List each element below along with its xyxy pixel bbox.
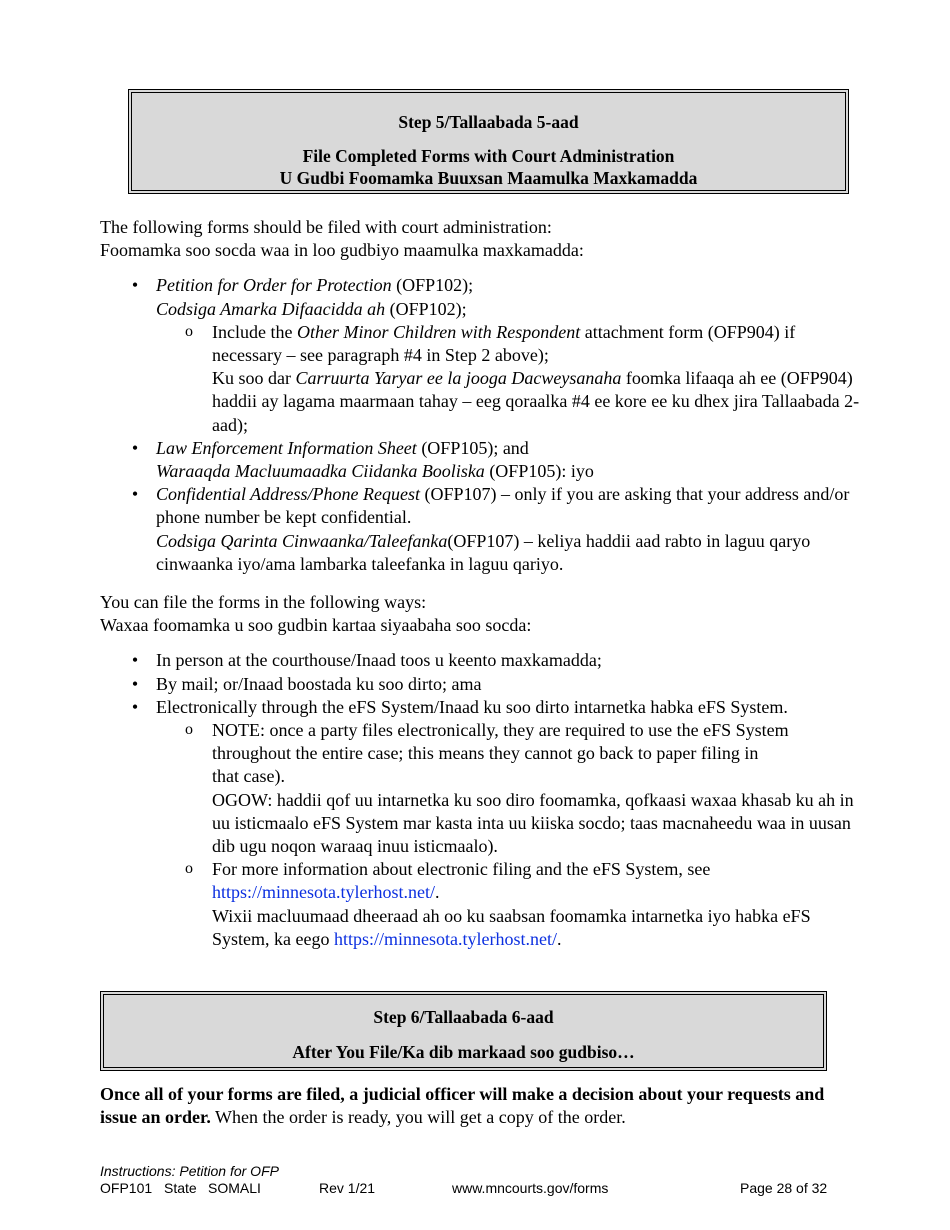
- filing-ways-list: [100, 649, 860, 951]
- step-6-header-box: [100, 991, 827, 1071]
- attachment-form-title-english: Other Minor Children with Respondent: [296, 321, 581, 342]
- hollow-bullet-icon: o: [185, 721, 193, 739]
- electronic-text: Electronically through the eFS System/Inaad ku soo dirto intarnetka habka eFS System.: [156, 696, 788, 717]
- note-english-line-1: NOTE: once a party files electronically, they are required to use the eFS System: [212, 720, 789, 741]
- tylerhost-link[interactable]: https://minnesota.tylerhost.net/: [212, 882, 435, 903]
- attachment-text-pre: Include the: [212, 321, 297, 342]
- attachment-text-pre-somali: Ku soo dar: [212, 368, 296, 389]
- note-english-line-2: throughout the entire case; this means they cannot go back to paper filing in: [212, 743, 759, 764]
- step-5-subtitle-somali: U Gudbi Foomamka Buuxsan Maamulka Maxkamadda: [279, 168, 698, 188]
- footer-website: www.mncourts.gov/forms: [452, 1180, 609, 1196]
- step-5-header-box: [128, 89, 849, 194]
- closing-bold-text: Once all of your forms are filed, a judicial officer will make a decision about your requests and issue an order.: [100, 1084, 825, 1128]
- step-6-title: Step 6/Tallaabada 6-aad: [373, 1007, 554, 1027]
- list-item-confidential: [100, 483, 860, 576]
- in-person-text: In person at the courthouse/Inaad toos u keento maxkamadda;: [156, 650, 602, 671]
- bullet-icon: •: [131, 484, 139, 505]
- footer-revision: Rev 1/21: [319, 1180, 376, 1196]
- list-item-petition: [100, 274, 860, 436]
- by-mail-text: By mail; or/Inaad boostada ku soo dirto; ama: [156, 673, 482, 694]
- ways-intro-somali: Waxaa foomamka u soo gudbin kartaa siyaabaha soo socda:: [100, 615, 532, 636]
- footer-language: SOMALI: [208, 1180, 261, 1196]
- attachment-form-title-somali: Carruurta Yaryar ee la jooga Dacweysanaha: [295, 368, 622, 389]
- bullet-icon: •: [131, 673, 139, 694]
- step-5-title: Step 5/Tallaabada 5-aad: [398, 112, 579, 132]
- electronic-sublist: [156, 719, 860, 951]
- forms-list: [100, 274, 860, 576]
- step-5-subtitle-english: File Completed Forms with Court Administration: [302, 146, 675, 166]
- bullet-icon: •: [131, 275, 139, 296]
- closing-paragraph: [100, 1083, 830, 1129]
- sub-item-more-info: o For more information about electronic filing and the eFS System, see https://minnesota.tylerhost.net/. Wixii macluumaad dheeraad ah oo ku saabsan foomamka intarnetka iyo habka eFS System, ka eego https://minnesota.tylerhost.net/.: [156, 858, 860, 951]
- attachment-text-post-somali: foomka lifaaqa ah ee (OFP904) haddii ay lagama maarmaan tahay – eeg qoraalka #4 ee kore ee ku dhex jira Tallaabada 2-aad);: [212, 368, 860, 435]
- petition-title-english: Petition for Order for Protection: [156, 275, 392, 296]
- note-english-line-3: that case).: [212, 766, 285, 787]
- confidential-text-somali: (OFP107) – keliya haddii aad rabto in laguu qaryo cinwaanka iyo/ama lambarka taleefanka in laguu qariyo.: [156, 530, 811, 574]
- bullet-icon: •: [131, 696, 139, 717]
- page-footer: [100, 1163, 840, 1197]
- list-item-electronic: [100, 696, 860, 951]
- step-6-subtitle: After You File/Ka dib markaad soo gudbiso…: [292, 1042, 635, 1062]
- confidential-title-english: Confidential Address/Phone Request: [156, 484, 420, 505]
- closing-text: When the order is ready, you will get a copy of the order.: [210, 1107, 626, 1128]
- law-enforcement-title-english: Law Enforcement Information Sheet: [156, 437, 417, 458]
- list-item-by-mail: [100, 673, 860, 696]
- footer-form-id: OFP101: [100, 1180, 153, 1196]
- footer-state: State: [164, 1180, 197, 1196]
- sub-item-note: [156, 719, 860, 858]
- footer-page-number: Page 28 of 32: [740, 1180, 828, 1196]
- law-enforcement-title-somali: Waraaqda Macluumaadka Ciidanka Booliska: [156, 461, 485, 482]
- sub-item-attachment: [156, 321, 860, 437]
- forms-section: [100, 216, 860, 576]
- intro-english: The following forms should be filed with court administration:: [100, 217, 552, 237]
- note-somali: OGOW: haddii qof uu intarnetka ku soo diro foomamka, qofkaasi waxaa khasab ku ah in uu isticmaalo eFS System mar kasta inta uu kiiska socdo; taas macnaheedu waa in uusan dib ugu noqon waraaq inuu isticmaalo).: [212, 789, 854, 857]
- law-enforcement-code-english: (OFP105); and: [416, 437, 529, 458]
- list-item-in-person: [100, 649, 860, 672]
- more-info-somali: Wixii macluumaad dheeraad ah oo ku saabsan foomamka intarnetka iyo habka eFS System, ka eego: [212, 905, 811, 949]
- footer-document-title: Instructions: Petition for OFP: [100, 1163, 279, 1179]
- petition-title-somali: Codsiga Amarka Difaacidda ah: [156, 298, 386, 319]
- filing-ways-section: [100, 591, 860, 951]
- hollow-bullet-icon: o: [185, 860, 193, 878]
- bullet-icon: •: [131, 650, 139, 671]
- more-info-english: For more information about electronic filing and the eFS System, see: [212, 859, 711, 880]
- law-enforcement-code-somali: (OFP105): iyo: [484, 461, 594, 482]
- intro-somali: Foomamka soo socda waa in loo gudbiyo maamulka maxkamadda:: [100, 240, 584, 261]
- tylerhost-link-somali[interactable]: https://minnesota.tylerhost.net/: [333, 928, 557, 949]
- confidential-text-english: (OFP107) – only if you are asking that your address and/or phone number be kept confidential.: [156, 484, 850, 528]
- petition-code-english: (OFP102);: [391, 275, 474, 296]
- list-item-law-enforcement: [100, 437, 860, 483]
- petition-code-somali: (OFP102);: [385, 298, 467, 319]
- bullet-icon: •: [131, 437, 139, 458]
- ways-intro-english: You can file the forms in the following ways:: [100, 592, 427, 612]
- petition-sublist: [156, 321, 860, 437]
- confidential-title-somali: Codsiga Qarinta Cinwaanka/Taleefanka: [156, 530, 448, 551]
- hollow-bullet-icon: o: [185, 322, 193, 340]
- attachment-text-post: attachment form (OFP904) if necessary – see paragraph #4 in Step 2 above);: [212, 321, 796, 366]
